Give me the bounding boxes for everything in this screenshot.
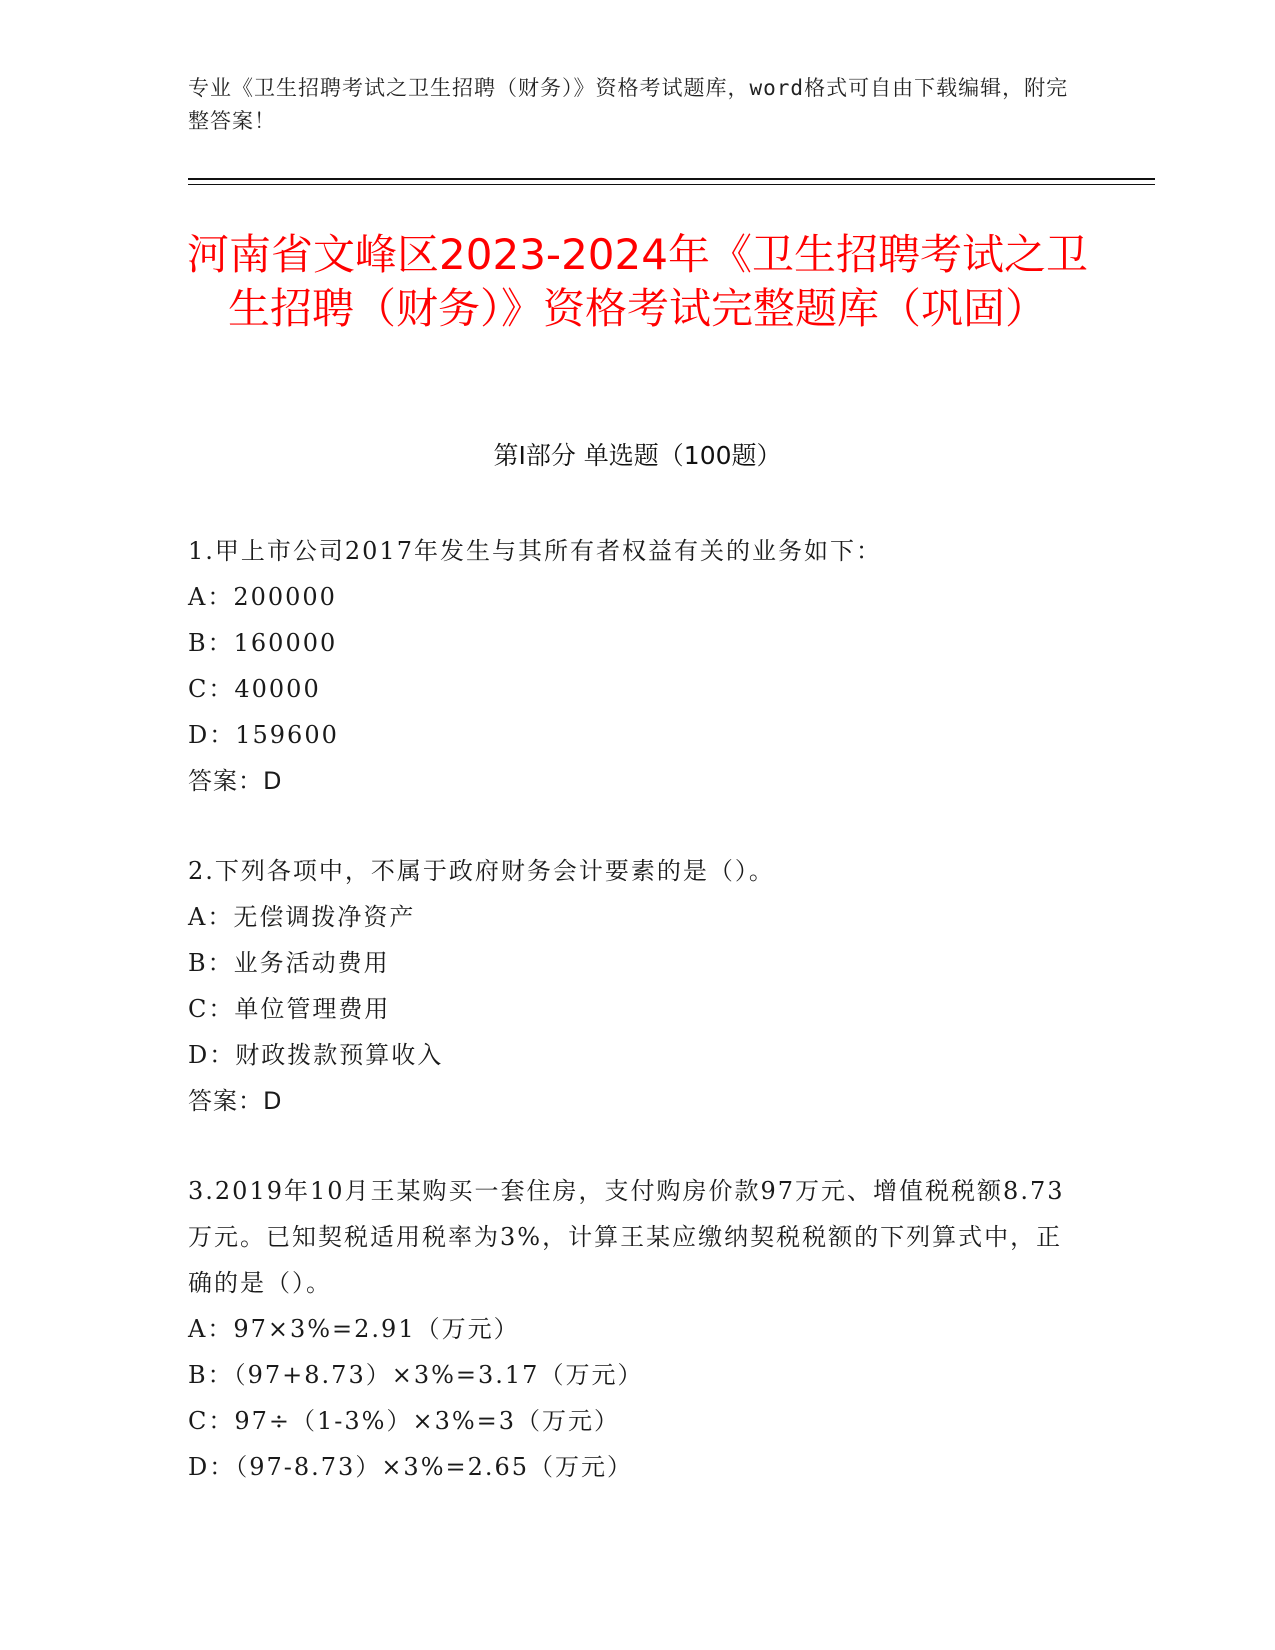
option-c: C：40000 — [188, 675, 321, 703]
answer: 答案：D — [188, 1087, 283, 1115]
question-2 — [188, 848, 1088, 1124]
option-a: A：无偿调拨净资产 — [188, 903, 416, 931]
question-stem: 1.甲上市公司2017年发生与其所有者权益有关的业务如下： — [188, 537, 882, 565]
option-b: B：业务活动费用 — [188, 949, 390, 977]
question-1 — [188, 528, 1088, 804]
option-c: C：97÷（1-3%）×3%=3（万元） — [188, 1407, 621, 1435]
option-d: D：（97-8.73）×3%=2.65（万元） — [188, 1453, 634, 1481]
header-divider-thick — [188, 178, 1155, 180]
option-a: A：97×3%=2.91（万元） — [188, 1315, 520, 1343]
option-c: C：单位管理费用 — [188, 995, 391, 1023]
document-title: 河南省文峰区2023-2024年《卫生招聘考试之卫生招聘（财务）》资格考试完整题库（巩固） — [187, 230, 1088, 333]
question-stem: 2.下列各项中，不属于政府财务会计要素的是（）。 — [188, 857, 775, 885]
option-d: D：159600 — [188, 721, 339, 749]
answer: 答案：D — [188, 767, 283, 795]
section-title: 第I部分 单选题（100题） — [493, 441, 782, 470]
header-divider-thin — [188, 184, 1155, 185]
option-d: D：财政拨款预算收入 — [188, 1041, 444, 1069]
header-note: 专业《卫生招聘考试之卫生招聘（财务）》资格考试题库，word格式可自由下载编辑，附完整答案！ — [188, 76, 1069, 133]
question-stem: 3.2019年10月王某购买一套住房，支付购房价款97万元、增值税税额8.73万元。已知契税适用税率为3%，计算王某应缴纳契税税额的下列算式中，正确的是（）。 — [188, 1177, 1065, 1297]
option-b: B：（97+8.73）×3%=3.17（万元） — [188, 1361, 644, 1389]
option-b: B：160000 — [188, 629, 338, 657]
option-a: A：200000 — [188, 583, 337, 611]
question-3 — [188, 1168, 1088, 1490]
